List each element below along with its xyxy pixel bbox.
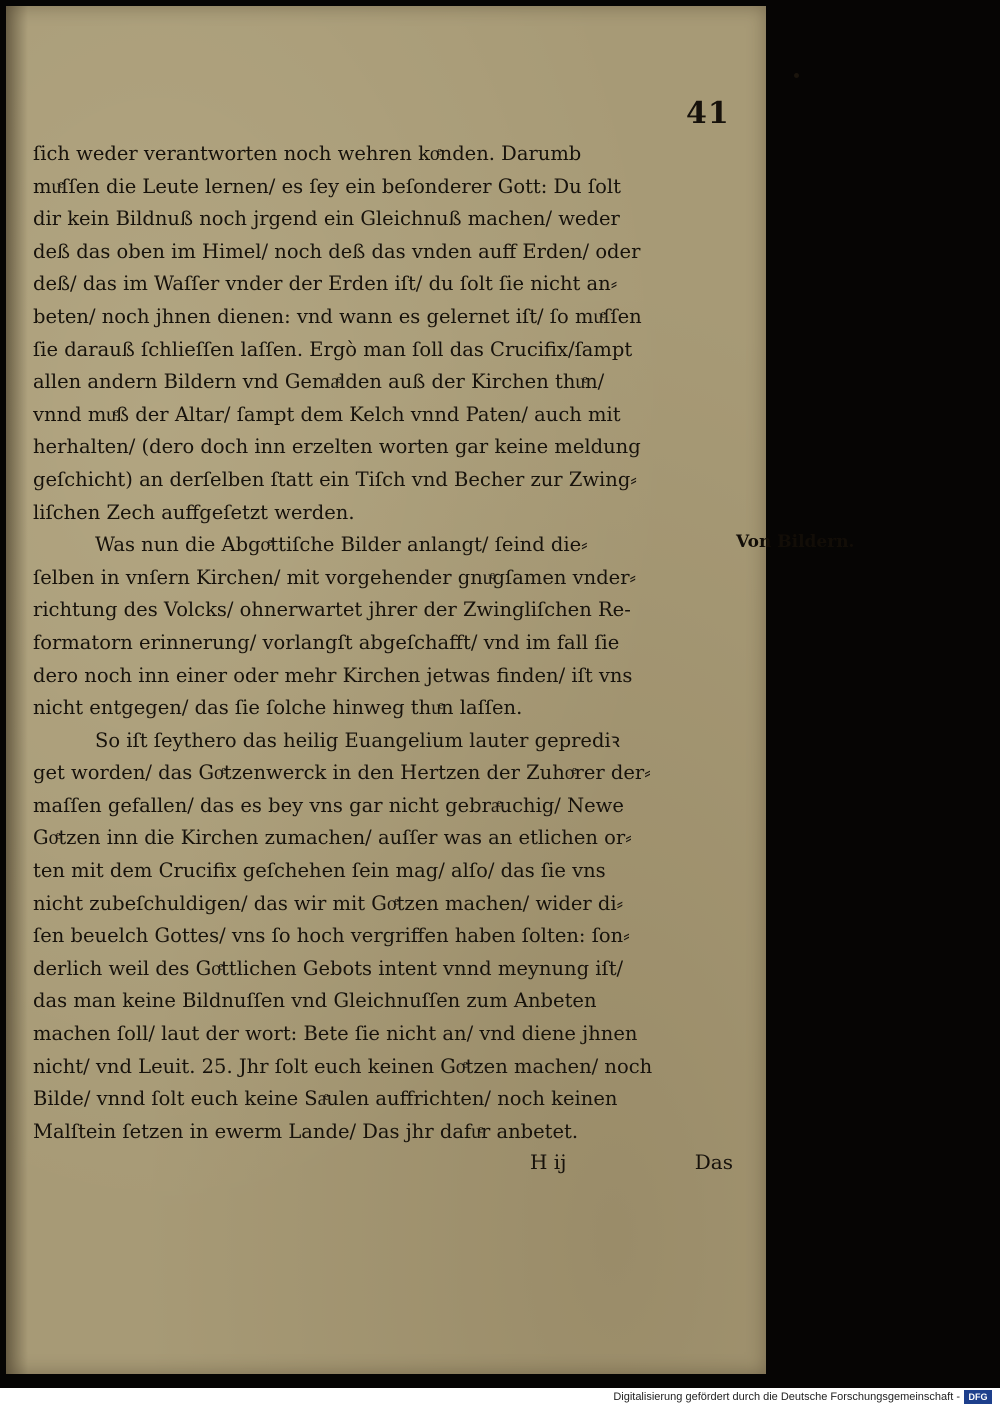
text-line: ten mit dem Crucifix geſchehen ſein mag/ alſo/ das ſie vns — [33, 859, 606, 883]
dfg-logo: DFG — [964, 1390, 992, 1404]
text-line: deß das oben im Himel/ noch deß das vnden auff Erden/ oder — [33, 239, 641, 263]
text-line: ſie darauß ſchlieſſen laſſen. Ergò man ſoll das Crucifix/ſampt — [33, 337, 633, 361]
text-line: ſelben in vnſern Kirchen/ mit vorgehender gnuͤgſamen vnder⸗ — [33, 565, 637, 589]
text-line: herhalten/ (dero doch inn erzelten worten gar keine meldung — [33, 435, 641, 459]
text-line: geſchicht) an derſelben ſtatt ein Tiſch vnd Becher zur Zwing⸗ — [33, 467, 637, 491]
text-line: vnnd muͤß der Altar/ ſampt dem Kelch vnnd Paten/ auch mit — [33, 402, 621, 426]
signature-mark: H ij — [530, 1150, 567, 1174]
text-line: das man keine Bildnuſſen vnd Gleichnuſſen zum Anbeten — [33, 989, 597, 1013]
text-line: Bilde/ vnnd ſolt euch keine Saͤulen auffrichten/ noch keinen — [33, 1087, 618, 1111]
text-line: Malſtein ſetzen in ewerm Lande/ Das jhr dafuͤr anbetet. — [33, 1119, 579, 1143]
text-line: ſich weder verantworten noch wehren koͤnden. Darumb — [33, 142, 582, 165]
digitization-footer — [0, 1388, 1000, 1408]
dust-speck — [794, 73, 799, 78]
text-line: derlich weil des Goͤttlichen Gebots intent vnnd meynung iſt/ — [33, 956, 624, 980]
paragraph-start-line: Was nun die Abgoͤttiſche Bilder anlangt/ ſeind die⸗ — [95, 533, 588, 557]
text-line: dero noch inn einer oder mehr Kirchen jetwas finden/ iſt vns — [33, 663, 633, 687]
body-text — [33, 138, 733, 1148]
text-line: ſen beuelch Gottes/ vns ſo hoch vergriffen haben ſolten: ſon⸗ — [33, 924, 630, 948]
text-line: nicht entgegen/ das ſie ſolche hinweg thuͤn laſſen. — [33, 696, 523, 720]
text-line: allen andern Bildern vnd Gemaͤlden auß der Kirchen thuͤn/ — [33, 370, 605, 394]
page-gutter-shadow — [6, 6, 28, 1374]
text-line: liſchen Zech auffgeſetzt werden. — [33, 500, 355, 524]
text-line: Goͤtzen inn die Kirchen zumachen/ auſſer was an etlichen or⸗ — [33, 826, 632, 850]
paragraph-start-line: So iſt ſeythero das heilig Euangelium lauter geprediꝛ — [95, 728, 620, 752]
text-line: maſſen gefallen/ das es bey vns gar nicht gebraͤuchig/ Newe — [33, 793, 624, 817]
text-line: richtung des Volcks/ ohnerwartet jhrer der Zwingliſchen Re- — [33, 598, 631, 622]
text-line: nicht zubeſchuldigen/ das wir mit Goͤtzen machen/ wider di⸗ — [33, 891, 624, 915]
text-line: beten/ noch jhnen dienen: vnd wann es gelernet iſt/ ſo muͤſſen — [33, 304, 642, 328]
funding-credit: Digitalisierung gefördert durch die Deutsche Forschungsgemeinschaft - — [613, 1391, 960, 1403]
catchword: Das — [694, 1150, 733, 1174]
page-footer-marks — [33, 1150, 733, 1184]
text-line: nicht/ vnd Leuit. 25. Jhr ſolt euch keinen Goͤtzen machen/ noch — [33, 1054, 653, 1078]
text-line: formatorn erinnerung/ vorlangſt abgeſchafft/ vnd im fall ſie — [33, 630, 620, 654]
margin-note: Von Bildern. — [736, 532, 855, 552]
text-line: deß/ das im Waſſer vnder der Erden iſt/ du ſolt ſie nicht an⸗ — [33, 272, 618, 296]
text-line: get worden/ das Goͤtzenwerck in den Hertzen der Zuhoͤrer der⸗ — [33, 761, 651, 785]
text-line: muͤſſen die Leute lernen/ es ſey ein beſonderer Gott: Du ſolt — [33, 174, 621, 198]
text-line: machen ſoll/ laut der wort: Bete ſie nicht an/ vnd diene jhnen — [33, 1022, 638, 1046]
text-line: dir kein Bildnuß noch jrgend ein Gleichnuß machen/ weder — [33, 207, 620, 231]
page-number: 41 — [686, 96, 730, 131]
